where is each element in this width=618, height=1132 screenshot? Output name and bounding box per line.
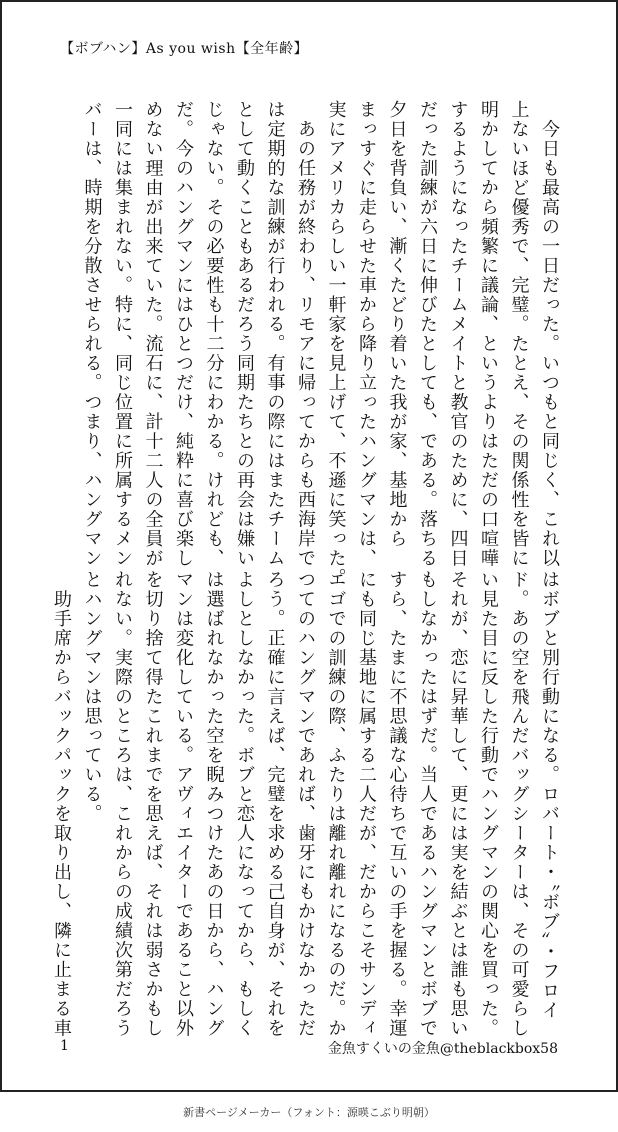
text-column: だった訓練が六日に伸びたとしても、である。落ちる	[417, 100, 438, 568]
text-column: れない。実際のところは、これからの成績次第だろう	[112, 570, 133, 1038]
text-column: エゴでの訓練の際、ふたりは離れ離れになるのだ。か	[325, 570, 347, 1038]
text-column: 実にアメリカらしい一軒家を見上げて、不遜に笑った。	[325, 100, 347, 588]
text-column: は選ばれなかった空を睨みつけたあの日から、ハング	[203, 570, 225, 1038]
body-text-lower	[46, 570, 565, 1038]
text-column: 一同には集まれない。特に、同じ位置に所属するメン	[112, 100, 133, 568]
text-column: とハングマンは思っている。	[81, 570, 103, 824]
text-column: 助手席からバックパックを取り出し、隣に止まる車	[51, 570, 72, 1038]
text-column: めない理由が出来ていた。流石に、計十二人の全員が	[142, 100, 164, 568]
text-column: まっすぐに走らせた車から降り立ったハングマンは、	[356, 100, 377, 568]
text-column: を切り捨て得たこれまでを思えば、それは弱さかもし	[142, 570, 164, 1038]
page-header-title: 【ボブハン】As you wish【全年齢】	[60, 41, 309, 57]
text-column: よしとしなかった。ボブと恋人になってから、もしく	[234, 570, 255, 1038]
text-column: い見た目に反した行動でハングマンの関心を買った。	[478, 570, 499, 1038]
text-column: あの任務が終わり、リモアに帰ってからも西海岸で	[295, 100, 316, 568]
text-column: にも同じ基地に属する二人だが、だからこそサンディ	[356, 570, 377, 1038]
text-column: 上ないほど優秀で、完璧。たとえ、その関係性を皆に	[508, 100, 530, 568]
text-column: ド。あの空を飛んだバッグシーターは、その可愛らし	[508, 570, 530, 1038]
text-column: ろう。正確に言えば、完璧を求める己自身が、それを	[264, 570, 286, 1038]
text-column: すら、たまに不思議な心待ちで互いの手を握る。幸運	[386, 570, 408, 1038]
text-column: 明かしてから頻繁に議論、というよりはただの口喧嘩	[478, 100, 499, 568]
text-column: それが、恋に昇華して、更には実を結ぶとは誰も思い	[447, 570, 469, 1038]
generator-credit: 新書ページメーカー（フォント：源暎こぶり明朝）	[183, 1106, 435, 1119]
text-column: 夕日を背負い、漸くたどり着いた我が家、基地から	[386, 100, 408, 549]
text-column: するようになったチームメイトと教官のために、四日	[447, 100, 469, 568]
text-column: マンは変化している。アヴィエイターであること以外	[173, 570, 194, 1038]
text-column: はボブと別行動になる。ロバート・〝ボブ〟・フロイ	[539, 570, 560, 1020]
text-column: として動くこともあるだろう同期たちとの再会は嫌い	[234, 100, 255, 568]
body-text-upper	[76, 100, 564, 588]
text-column: は定期的な訓練が行われる。有事の際にはまたチーム	[264, 100, 286, 568]
page-number: 1	[60, 1038, 69, 1054]
text-column: バーは、時期を分散させられる。つまり、ハングマン	[81, 100, 103, 568]
text-column: だ。今のハングマンにはひとつだけ、純粋に喜び楽し	[173, 100, 194, 568]
text-column: 今日も最高の一日だった。いつもと同じく、これ以	[539, 100, 560, 568]
text-column: もしなかったはずだ。当人であるハングマンとボブで	[417, 570, 438, 1038]
author-credit: 金魚すくいの金魚@theblackbox58	[327, 1041, 558, 1057]
text-column: じゃない。その必要性も十二分にわかる。けれども、	[203, 100, 225, 568]
text-column: つてのハングマンであれば、歯牙にもかけなかっただ	[295, 570, 316, 1038]
